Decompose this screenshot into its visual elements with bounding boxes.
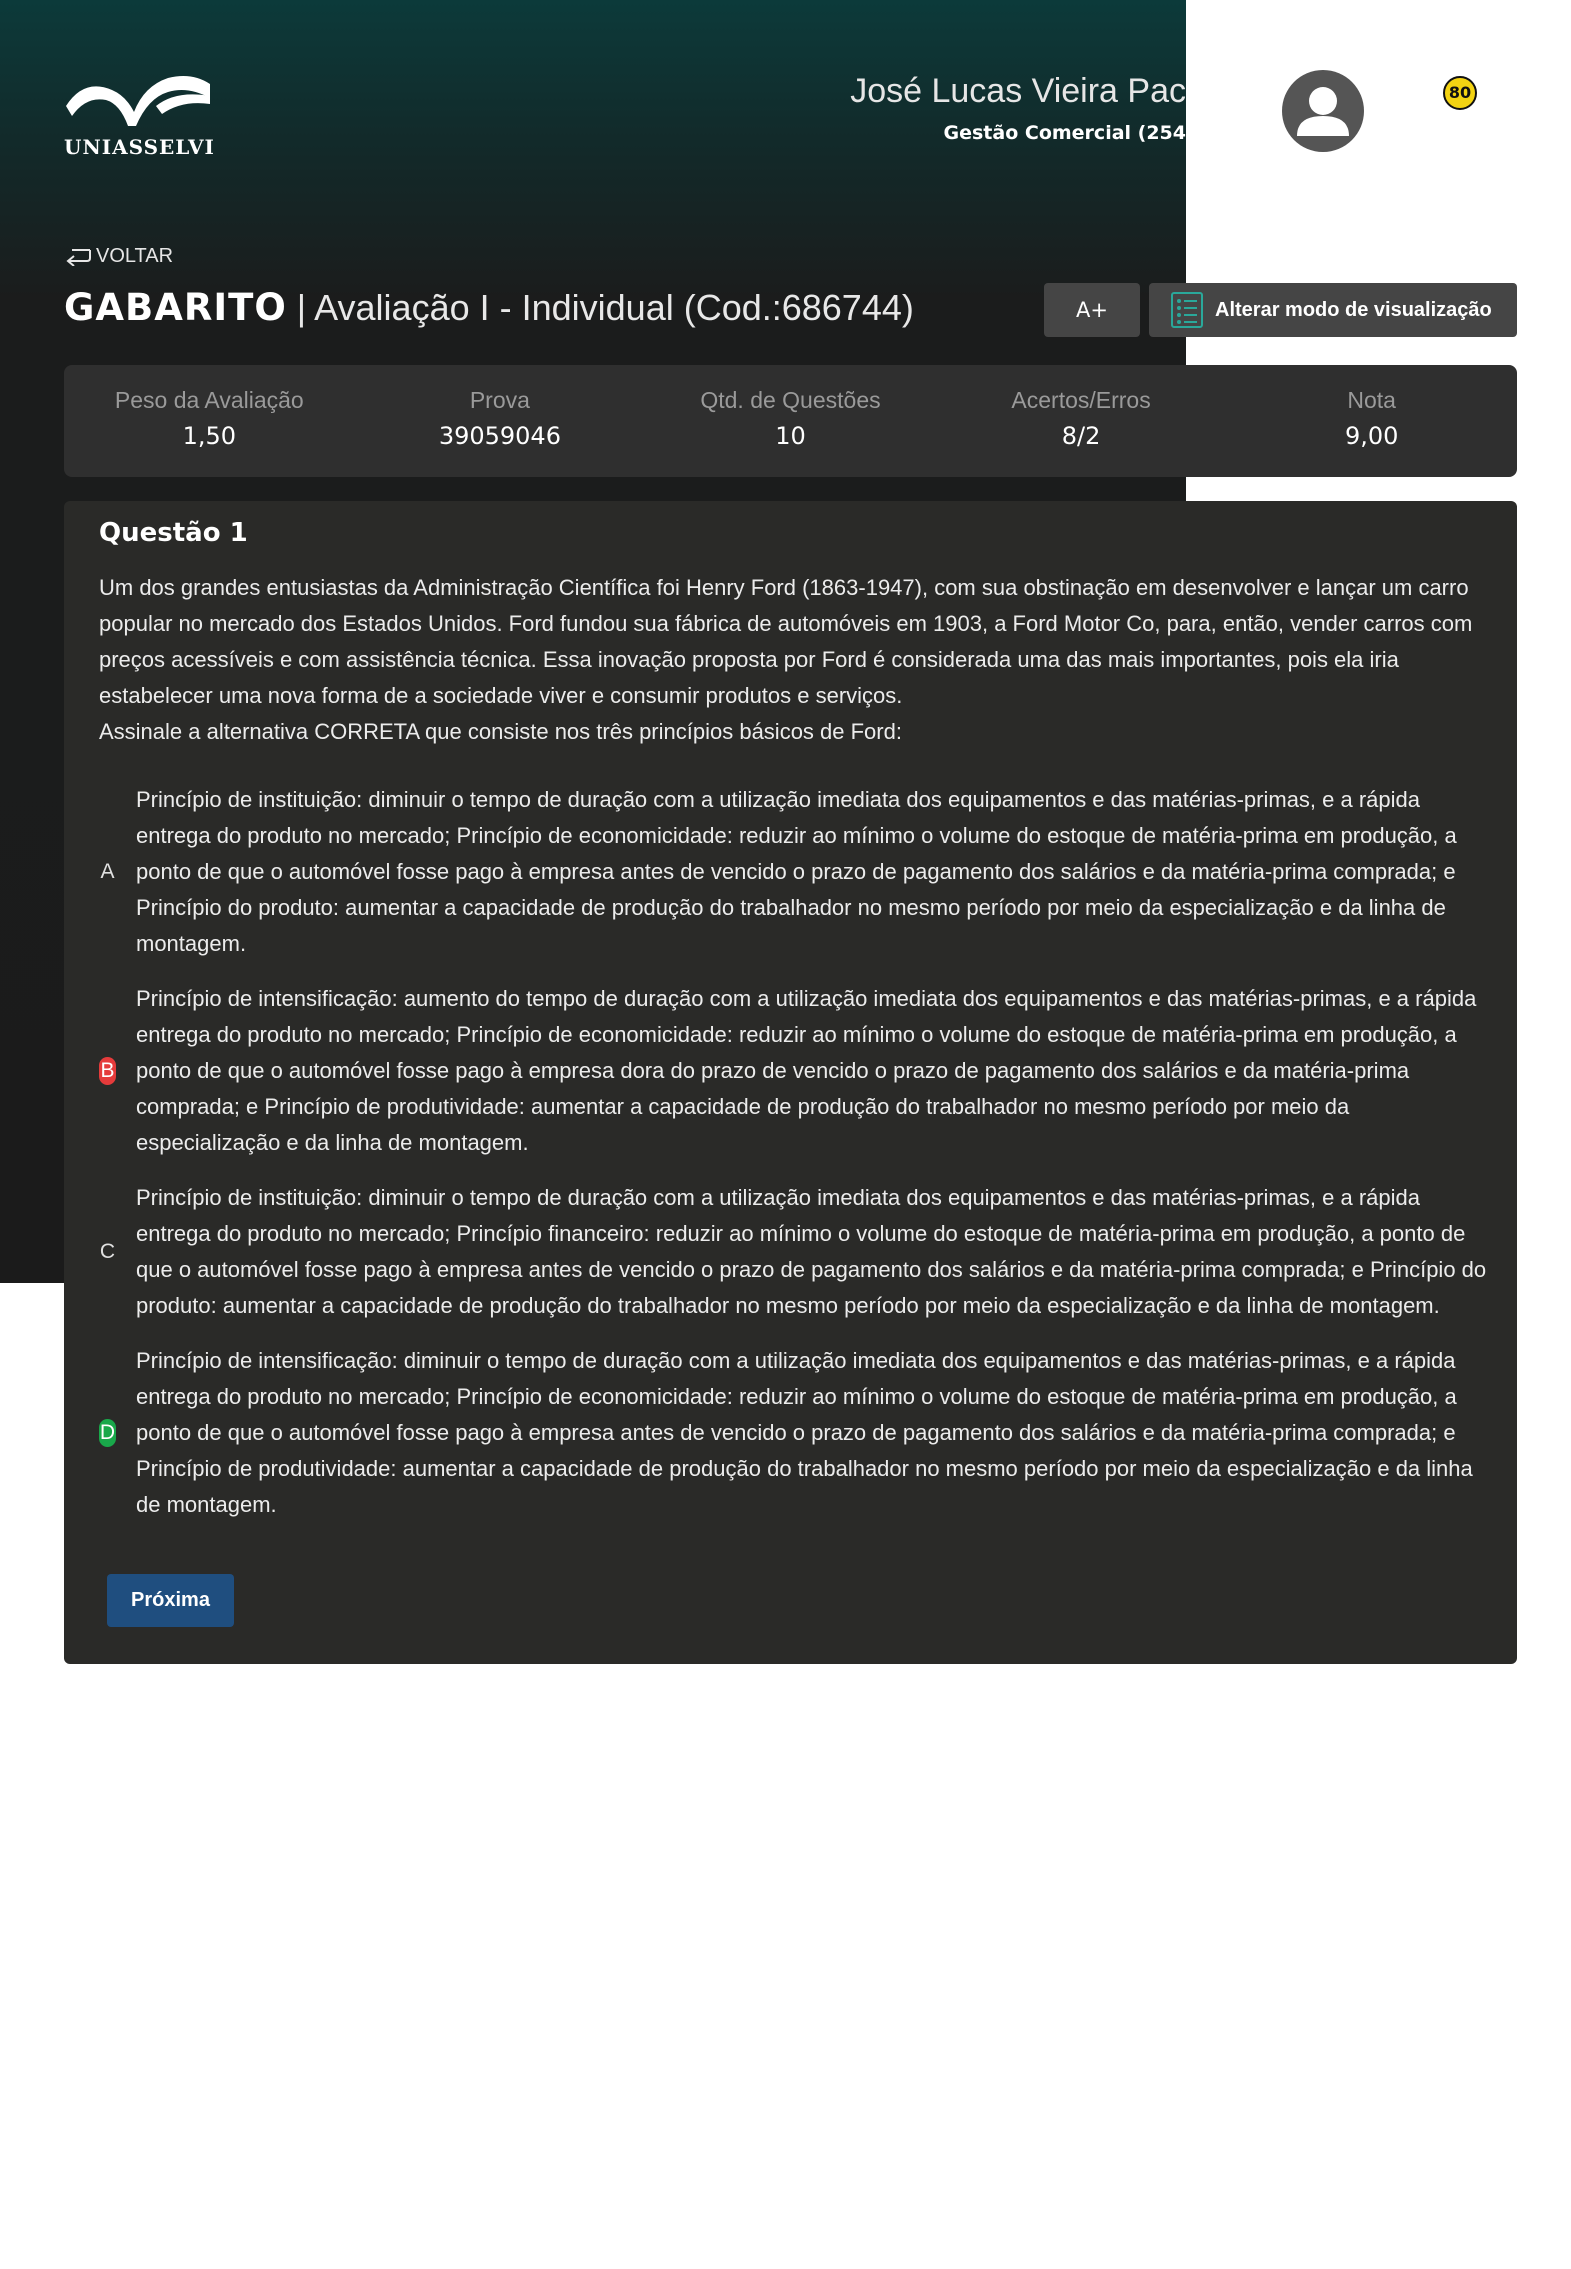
page-title xyxy=(64,286,914,329)
alternative-b[interactable] xyxy=(99,981,1494,1161)
avatar[interactable] xyxy=(1282,70,1364,152)
question-prompt: Assinale a alternativa CORRETA que consiste nos três princípios básicos de Ford: xyxy=(99,719,902,744)
user-name: José Lucas Vieira Pac xyxy=(850,72,1186,110)
page-title-strong: GABARITO xyxy=(64,286,287,329)
stat-weight xyxy=(64,365,355,477)
alternative-text: Princípio de instituição: diminuir o tempo de duração com a utilização imediata dos equipamentos e das matérias-primas, e a rápida entrega do produto no mercado; Princípio financeiro: reduzir ao mínimo o volume do estoque de matéria-prima em produção, a ponto de que o automóvel fosse pago à empresa antes de vencido o prazo de pagamento dos salários e da matéria-prima comprada; e Princípio do produto: aumentar a capacidade de produção do trabalhador no mesmo período por meio da especialização e da linha de montagem. xyxy=(136,1185,1487,1318)
stat-value: 10 xyxy=(775,422,806,450)
stat-label: Acertos/Erros xyxy=(1011,387,1151,413)
view-mode-label: Alterar modo de visualização xyxy=(1215,298,1492,321)
stat-question-count xyxy=(645,365,936,477)
page-title-rest: | Avaliação I - Individual (Cod.:686744) xyxy=(286,287,914,328)
alternative-text: Princípio de intensificação: aumento do tempo de duração com a utilização imediata dos equipamentos e das matérias-primas, e a rápida entrega do produto no mercado; Princípio de economicidade: reduzir ao mínimo o volume do estoque de matéria-prima em produção, a ponto de que o automóvel fosse pago à empresa dora do prazo de vencido o prazo de pagamento dos salários e da matéria-prima comprada; e Princípio de produtividade: aumentar a capacidade de produção do trabalhador no mesmo período por meio da especialização e da linha de montagem. xyxy=(136,986,1477,1155)
list-icon xyxy=(1171,292,1203,328)
question-title: Questão 1 xyxy=(99,518,248,548)
stat-label: Prova xyxy=(469,387,530,413)
question-panel xyxy=(64,501,1517,1664)
user-silhouette-icon xyxy=(1282,70,1364,152)
stat-value: 9,00 xyxy=(1344,422,1399,450)
alternative-letter: A xyxy=(100,860,115,883)
alternative-a[interactable] xyxy=(99,782,1494,962)
back-label: VOLTAR xyxy=(96,244,174,267)
stat-label: Nota xyxy=(1347,387,1396,413)
next-button[interactable]: Próxima xyxy=(107,1574,234,1627)
alternative-letter: C xyxy=(99,1240,116,1263)
question-paragraph: Um dos grandes entusiastas da Administração Científica foi Henry Ford (1863-1947), com sua obstinação em desenvolver e lançar um carro popular no mercado dos Estados Unidos. Ford fundou sua fábrica de automóveis em 1903, a Ford Motor Co, para, então, vender carros com preços acessíveis e com assistência técnica. Essa inovação proposta por Ford é considerada uma das mais importantes, pois ela iria estabelecer uma nova forma de a sociedade viver e consumir produtos e serviços. xyxy=(99,575,1473,708)
stat-value: 1,50 xyxy=(182,422,237,450)
font-increase-button[interactable]: A+ xyxy=(1044,283,1140,337)
user-course: Gestão Comercial (254 xyxy=(943,122,1186,144)
stat-label: Peso da Avaliação xyxy=(114,387,304,413)
question-statement xyxy=(99,570,1489,750)
stat-grade xyxy=(1226,365,1517,477)
alternative-text: Princípio de instituição: diminuir o tempo de duração com a utilização imediata dos equipamentos e das matérias-primas, e a rápida entrega do produto no mercado; Princípio de economicidade: reduzir ao mínimo o volume do estoque de matéria-prima em produção, a ponto de que o automóvel fosse pago à empresa antes de vencido o prazo de pagamento dos salários e da matéria-prima comprada; e Princípio do produto: aumentar a capacidade de produção do trabalhador no mesmo período por meio da especialização e da linha de montagem. xyxy=(136,787,1457,956)
alternative-letter-wrong: B xyxy=(99,1057,116,1085)
return-arrow-icon xyxy=(64,246,92,266)
stat-exam xyxy=(355,365,646,477)
view-mode-button[interactable] xyxy=(1149,283,1517,337)
back-link[interactable] xyxy=(64,242,173,270)
alternative-d[interactable] xyxy=(99,1343,1494,1523)
alternative-letter-correct: D xyxy=(99,1419,116,1447)
alternative-c[interactable] xyxy=(99,1180,1494,1324)
stats-bar xyxy=(64,365,1517,477)
points-badge[interactable]: 80 xyxy=(1443,76,1477,110)
stat-value: 8/2 xyxy=(1061,422,1101,450)
stat-label: Qtd. de Questões xyxy=(700,387,881,413)
stat-hits-misses xyxy=(936,365,1227,477)
alternative-text: Princípio de intensificação: diminuir o tempo de duração com a utilização imediata dos equipamentos e das matérias-primas, e a rápida entrega do produto no mercado; Princípio de economicidade: reduzir ao mínimo o volume do estoque de matéria-prima em produção, a ponto de que o automóvel fosse pago à empresa antes de vencido o prazo de pagamento dos salários e da matéria-prima comprada; e Princípio de produtividade: aumentar a capacidade de produção do trabalhador no mesmo período por meio da especialização e da linha de montagem. xyxy=(136,1348,1473,1517)
logo-wordmark: UNIASSELVI xyxy=(64,135,215,159)
stat-value: 39059046 xyxy=(438,422,561,450)
